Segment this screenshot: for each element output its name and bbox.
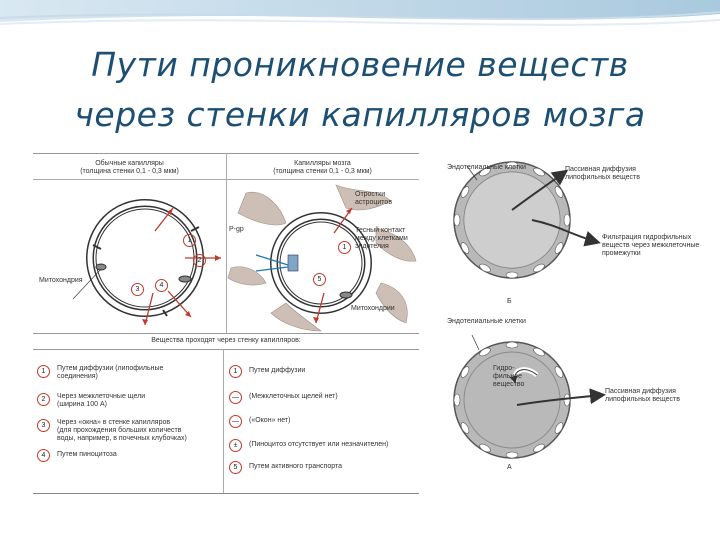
hydrophilic-substance-label: Гидро- фильное вещество <box>493 365 525 388</box>
pgp-label: P-gp <box>229 226 244 233</box>
section-title: Вещества проходят через стенку капилляров: <box>151 337 301 344</box>
transport-mechanisms-panel <box>437 150 707 480</box>
diagram-letter-b: Б <box>507 298 512 305</box>
list-item: 1 Путем диффузии <box>229 365 417 391</box>
passive-diffusion-label-top: Пассивная диффузия липофильных веществ <box>565 166 640 181</box>
list-item: ± (Пиноцитоз отсутствует или незначителен) <box>229 439 417 461</box>
list-item: 4 Путем пиноцитоза <box>37 449 220 469</box>
tight-junction-label: Тесный контакт между клетками эндотелия <box>355 227 408 250</box>
pathway-1-marker: 1 <box>183 234 196 247</box>
list-item: — («Окон» нет) <box>229 415 417 439</box>
list-item: 5 Путем активного транспорта <box>229 461 417 481</box>
mitochondria-label-right: Митохондрии <box>351 305 395 312</box>
astrocyte-processes-label: Отростки астроцитов <box>355 191 393 206</box>
item-number: ± <box>229 439 242 452</box>
endothelial-cells-label-bottom: Эндотелиальные клетки <box>447 318 526 325</box>
item-number: 1 <box>37 365 50 378</box>
pathway-3-marker: 3 <box>131 283 144 296</box>
item-number: 4 <box>37 449 50 462</box>
item-number: 1 <box>229 365 242 378</box>
endothelium-diagrams <box>437 150 707 480</box>
pathway-4-marker: 4 <box>155 279 168 292</box>
brain-capillary-header: Капилляры мозга (толщина стенки 0,1 - 0,3 мкм) <box>273 160 372 175</box>
list-item: 1 Путем диффузии (липофильные соединения) <box>37 365 220 393</box>
item-number: 2 <box>37 393 50 406</box>
title-line-2: через стенки капилляров мозга <box>74 95 646 134</box>
pathway-2-marker: 2 <box>193 254 206 267</box>
diagram-letter-a: А <box>507 464 512 471</box>
top-decoration <box>0 0 720 40</box>
list-item: — (Межклеточных щелей нет) <box>229 391 417 415</box>
mitochondria-label-left: Митохондрия <box>39 277 83 284</box>
brain-pathways-list <box>229 365 417 481</box>
item-number: — <box>229 391 242 404</box>
item-number: 3 <box>37 419 50 432</box>
brain-pathway-5-marker: 5 <box>313 273 326 286</box>
normal-pathways-list <box>37 365 220 469</box>
item-number: 5 <box>229 461 242 474</box>
item-number: — <box>229 415 242 428</box>
endothelial-cells-label-top: Эндотелиальные клетки <box>447 164 526 171</box>
normal-capillary-header: Обычные капилляры (толщина стенки 0,1 - 0,3 мкм) <box>80 160 179 175</box>
list-item: 2 Через межклеточные щели (ширина 100 А) <box>37 393 220 419</box>
list-item: 3 Через «окна» в стенке капилляров (для прохождения больших количеств воды, например, в почечных клубочках) <box>37 419 220 449</box>
slide-title <box>0 40 720 140</box>
brain-pathway-1-marker: 1 <box>338 241 351 254</box>
capillary-comparison-panel <box>33 153 419 494</box>
title-line-1: Пути проникновение веществ <box>91 45 629 84</box>
filtration-label: Фильтрация гидрофильных веществ через межклеточные промежутки <box>602 234 700 257</box>
passive-diffusion-label-bottom: Пассивная диффузия липофильных веществ <box>605 388 680 403</box>
